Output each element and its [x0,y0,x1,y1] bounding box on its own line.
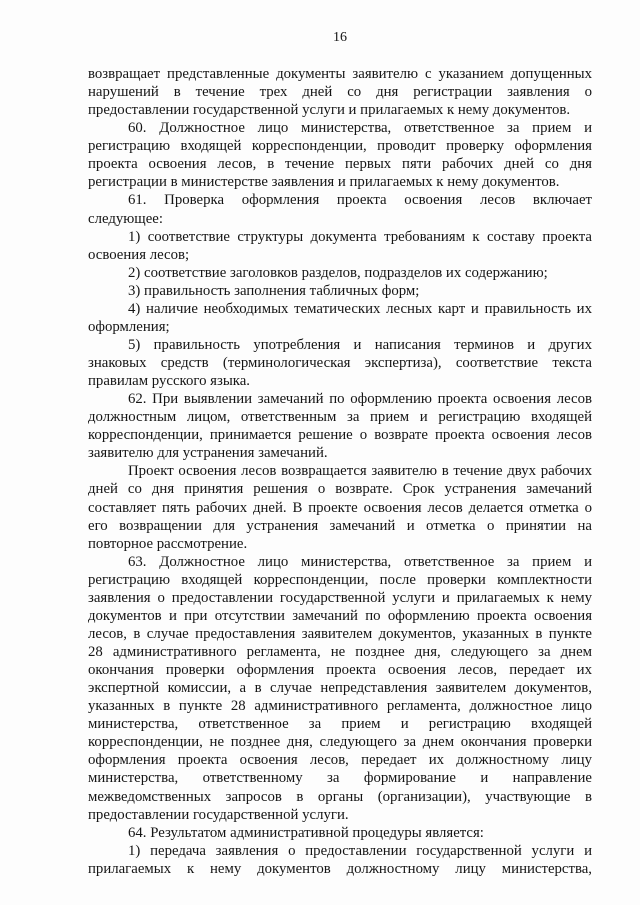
paragraph [88,65,592,119]
paragraph [88,264,592,282]
text-line: заявления о предоставлении государственной услуги и прилагаемых к нему [88,589,592,606]
paragraph [88,462,592,552]
text-line: лесов, в случае предоставления заявителем документов, указанных в пункте [88,625,592,642]
text-line: 64. Результатом административной процедуры является: [128,824,484,841]
text-line: освоения лесов; [88,246,190,263]
text-line: 2) соответствие заголовков разделов, подразделов их содержанию; [128,264,548,281]
text-line: правилам русского языка. [88,373,250,390]
paragraph [88,553,592,824]
text-line: следующее: [88,210,163,227]
text-line: прилагаемых к нему документов должностному лицу министерства, [88,860,592,877]
text-line: 1) соответствие структуры документа требованиям к составу проекта [128,228,592,245]
paragraph [88,300,592,336]
text-line: указанных в пункте 28 административного регламента, должностное лицо [88,698,592,715]
text-line: Проект освоения лесов возвращается заявителю в течение двух рабочих [128,463,592,480]
text-line: 3) правильность заполнения табличных форм; [128,282,420,299]
text-line: 62. При выявлении замечаний по оформлению проекта освоения лесов [128,391,592,408]
paragraph [88,228,592,264]
text-line: предоставлении государственной услуги. [88,806,349,823]
text-line: корреспонденции, принимается решение о возврате проекта освоения лесов [88,427,592,444]
text-line: регистрации в министерстве заявления и прилагаемых к нему документов. [88,174,560,191]
text-line: 4) наличие необходимых тематических лесных карт и правильность их [128,300,592,317]
text-line: знаковых средств (терминологическая экспертиза), соответствие текста [88,355,592,371]
text-line: возвращает представленные документы заявителю с указанием допущенных [88,66,592,82]
text-line: окончания проверки оформления проекта освоения лесов, передает их [88,662,592,679]
text-line: предоставлении государственной услуги и прилагаемых к нему документов. [88,102,571,119]
document-body [88,65,592,878]
text-line: должностным лицом, ответственным за прием и регистрацию входящей [88,409,592,426]
paragraph [88,336,592,390]
text-line: 63. Должностное лицо министерства, ответственное за прием и [128,553,592,570]
text-line: дней со дня принятия решения о возврате. Срок устранения замечаний [88,481,592,498]
paragraph [88,390,592,462]
text-line: 1) передача заявления о предоставлении государственной услуги и [128,842,592,859]
text-line: министерства, ответственному за формирование и направление [88,770,592,787]
page-number: 16 [333,30,347,45]
paragraph [88,282,592,300]
text-line: оформления; [88,318,170,335]
text-line: экспертной комиссии, а в случае непредставления заявителем документов, [88,680,592,697]
text-line: 5) правильность употребления и написания терминов и других [128,336,592,353]
text-line: министерства, ответственное за прием и регистрацию входящей [88,716,592,733]
text-line: 28 административного регламента, не позднее дня, следующего за днем [88,644,592,660]
text-line: заявителю для устранения замечаний. [88,445,328,462]
text-line: регистрацию входящей корреспонденции, проводит проверку оформления [88,138,592,155]
paragraph [88,842,592,878]
text-line: 61. Проверка оформления проекта освоения лесов включает [128,192,592,209]
text-line: регистрацию входящей корреспонденции, после проверки комплектности [88,571,592,588]
paragraph [88,191,592,227]
text-line: нарушений в течение трех дней со дня регистрации заявления о [88,84,592,101]
text-line: 60. Должностное лицо министерства, ответственное за прием и [128,120,592,137]
text-line: межведомственных запросов в органы (организации), участвующие в [88,788,592,805]
text-line: корреспонденции, не позднее дня, следующего за днем окончания проверки [88,734,592,751]
text-line: проекта освоения лесов, в течение первых пяти рабочих дней со дня [88,156,592,173]
text-line: составляет пять рабочих дней. В проекте освоения лесов делается отметка о [88,499,592,516]
text-line: его возвращении для устранения замечаний и отметка о принятии на [88,517,592,534]
text-line: оформления проекта освоения лесов, передает их должностному лицу [88,752,592,769]
paragraph [88,824,592,842]
paragraph [88,119,592,191]
text-line: повторное рассмотрение. [88,535,248,552]
text-line: документов и при отсутствии замечаний по оформлению проекта освоения [88,607,592,624]
